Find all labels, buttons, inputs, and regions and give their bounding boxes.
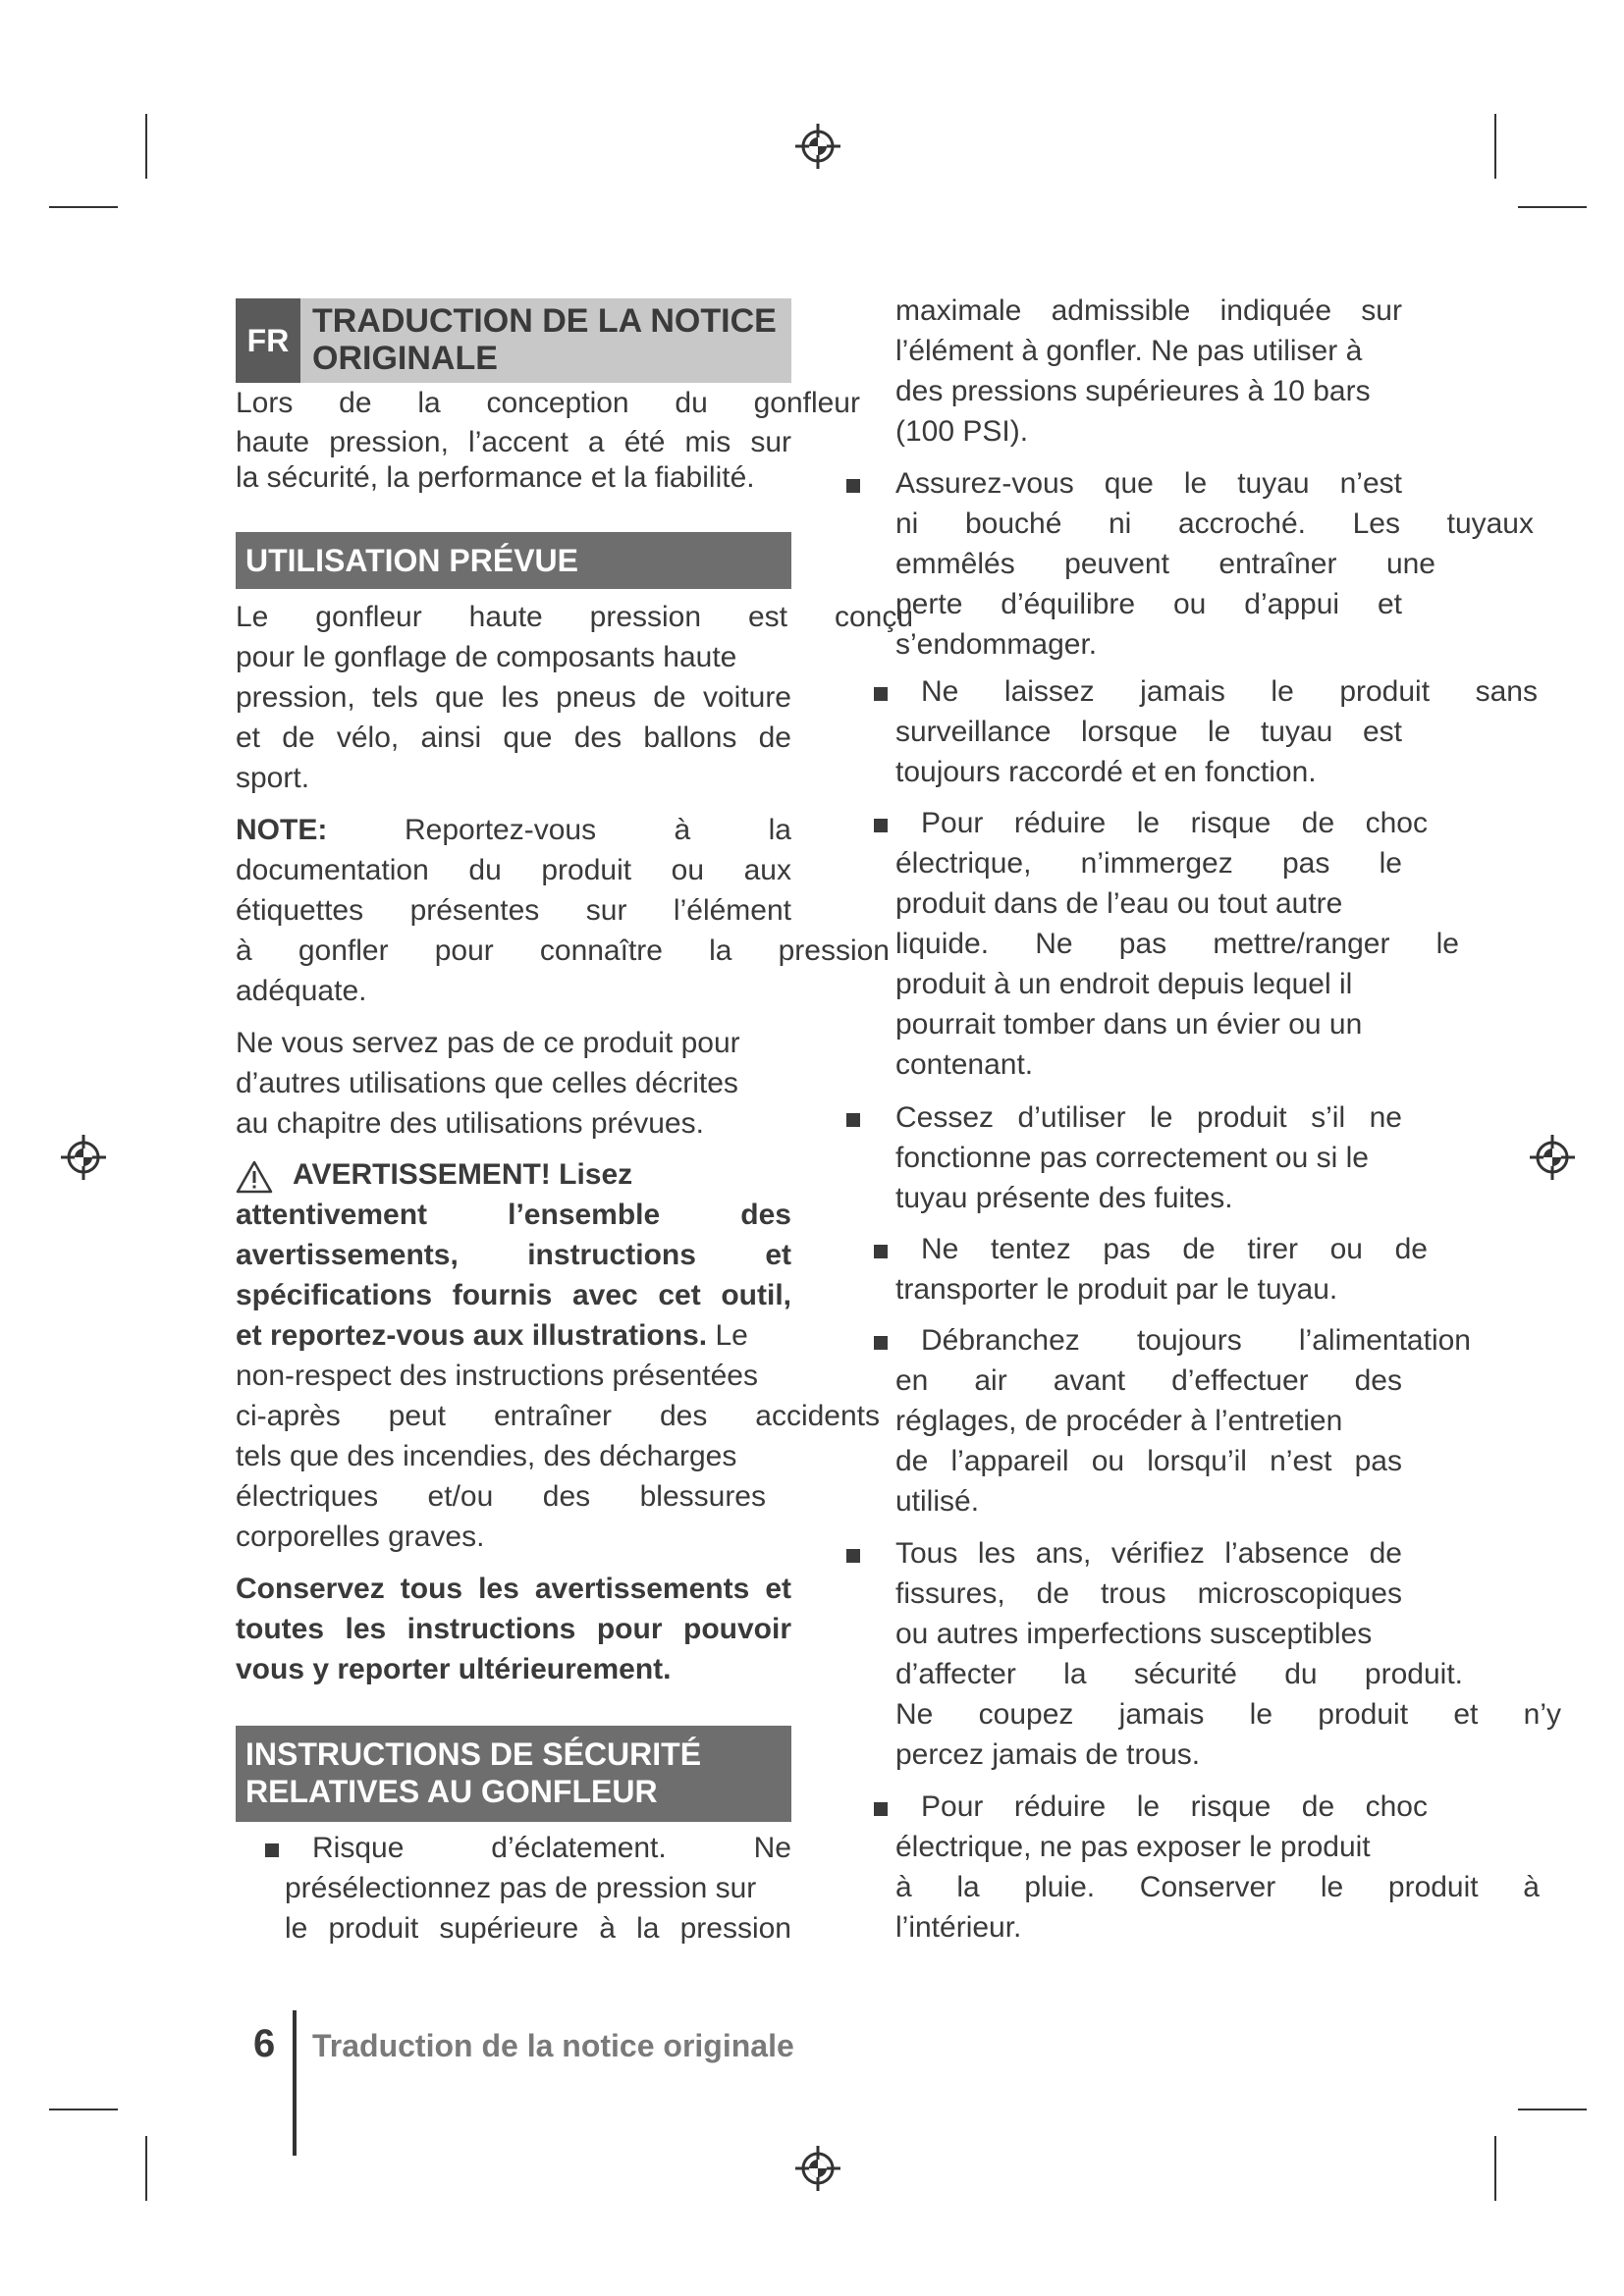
bullet-icon xyxy=(874,1336,888,1350)
bullet-line: transporter le produit par le tuyau. xyxy=(895,1273,1338,1306)
bullet-line: maximale admissible indiquée sur xyxy=(895,294,1402,327)
bullet-line: ou autres imperfections susceptibles xyxy=(895,1618,1373,1650)
bullet-line: liquide. Ne pas mettre/ranger le xyxy=(895,928,1459,960)
note-label: NOTE: xyxy=(236,814,328,846)
bullet-icon xyxy=(874,1245,888,1258)
bullet-line: Ne laissez jamais le produit sans xyxy=(921,675,1538,708)
bullet-line: Débranchez toujours l’alimentation xyxy=(921,1324,1471,1357)
paragraph-line: sport. xyxy=(236,762,310,794)
registration-mark-icon xyxy=(59,1133,108,1182)
bullet-line: s’endommager. xyxy=(895,628,1098,661)
warning-line: électriques et/ou des blessures xyxy=(236,1480,766,1513)
section-heading: INSTRUCTIONS DE SÉCURITÉ RELATIVES AU GONFLEUR xyxy=(236,1726,791,1822)
note-line: étiquettes présentes sur l’élément xyxy=(236,894,791,927)
bullet-line: Pour réduire le risque de choc xyxy=(921,1790,1428,1823)
bullet-line: toujours raccordé et en fonction. xyxy=(895,756,1317,788)
note-line: Reportez-vous à la xyxy=(405,814,791,846)
bullet-line: pourrait tomber dans un évier ou un xyxy=(895,1008,1363,1041)
crop-mark xyxy=(1518,206,1587,208)
bullet-line: fissures, de trous microscopiques xyxy=(895,1577,1402,1610)
bullet-icon xyxy=(874,1802,888,1816)
bullet-line: électrique, ne pas exposer le produit xyxy=(895,1831,1371,1863)
paragraph-line: au chapitre des utilisations prévues. xyxy=(236,1107,704,1140)
keep-line: Conservez tous les avertissements et xyxy=(236,1573,791,1605)
intro-line: la sécurité, la performance et la fiabilité. xyxy=(236,461,755,494)
intro-line: haute pression, l’accent a été mis sur xyxy=(236,426,791,458)
bullet-line: à la pluie. Conserver le produit à xyxy=(895,1871,1540,1903)
bullet-line: contenant. xyxy=(895,1048,1034,1081)
crop-mark xyxy=(49,2109,118,2110)
bullet-line: de l’appareil ou lorsqu’il n’est pas xyxy=(895,1445,1402,1477)
bullet-line: Cessez d’utiliser le produit s’il ne xyxy=(895,1101,1402,1134)
bullet-line: l’élément à gonfler. Ne pas utiliser à xyxy=(895,335,1363,367)
bullet-line: tuyau présente des fuites. xyxy=(895,1182,1233,1214)
page-number: 6 xyxy=(253,2022,276,2065)
page-title-line: ORIGINALE xyxy=(312,340,498,377)
bullet-line: Risque d’éclatement. Ne xyxy=(312,1832,791,1864)
warning-line: corporelles graves. xyxy=(236,1521,485,1553)
bullet-line: utilisé. xyxy=(895,1485,980,1518)
paragraph-line: Le gonfleur haute pression est conçu xyxy=(236,601,913,633)
paragraph-line: Ne vous servez pas de ce produit pour xyxy=(236,1027,740,1059)
crop-mark xyxy=(1494,114,1496,179)
language-badge: FR xyxy=(236,298,300,383)
bullet-line: perte d’équilibre ou d’appui et xyxy=(895,588,1402,620)
bullet-line: percez jamais de trous. xyxy=(895,1738,1201,1771)
registration-mark-icon xyxy=(1528,1133,1577,1182)
bullet-line: l’intérieur. xyxy=(895,1911,1022,1944)
bullet-icon xyxy=(846,1113,860,1127)
warning-line: et reportez-vous aux illustrations. Le xyxy=(236,1319,748,1352)
bullet-icon xyxy=(846,1549,860,1563)
crop-mark xyxy=(145,2136,147,2201)
bullet-line: d’affecter la sécurité du produit. xyxy=(895,1658,1463,1690)
page-title xyxy=(300,298,791,383)
warning-line: tels que des incendies, des décharges xyxy=(236,1440,737,1472)
bullet-line: produit à un endroit depuis lequel il xyxy=(895,968,1353,1000)
warning-triangle-icon xyxy=(236,1160,273,1194)
crop-mark xyxy=(1494,2136,1496,2201)
footer-title: Traduction de la notice originale xyxy=(312,2028,794,2063)
paragraph-line: et de vélo, ainsi que des ballons de xyxy=(236,721,791,754)
bullet-line: produit dans de l’eau ou tout autre xyxy=(895,887,1343,920)
bullet-line: réglages, de procéder à l’entretien xyxy=(895,1405,1343,1437)
warning-line: attentivement l’ensemble des xyxy=(236,1199,791,1231)
bullet-line: Ne coupez jamais le produit et n’y xyxy=(895,1698,1561,1731)
bullet-line: fonctionne pas correctement ou si le xyxy=(895,1142,1369,1174)
paragraph-line: pression, tels que les pneus de voiture xyxy=(236,681,791,714)
registration-mark-icon xyxy=(793,122,842,171)
warning-line: non-respect des instructions présentées xyxy=(236,1360,758,1392)
bullet-line: Tous les ans, vérifiez l’absence de xyxy=(895,1537,1402,1570)
note-line: à gonfler pour connaître la pression xyxy=(236,934,890,967)
warning-line: avertissements, instructions et xyxy=(236,1239,791,1271)
footer-divider xyxy=(293,2010,297,2156)
note-line: adéquate. xyxy=(236,975,367,1007)
bullet-icon xyxy=(874,687,888,701)
intro-line: Lors de la conception du gonfleur xyxy=(236,387,860,419)
keep-line: vous y reporter ultérieurement. xyxy=(236,1653,672,1685)
bullet-line: Pour réduire le risque de choc xyxy=(921,807,1428,839)
note-line: documentation du produit ou aux xyxy=(236,854,791,886)
paragraph-line: d’autres utilisations que celles décrites xyxy=(236,1067,738,1099)
bullet-line: surveillance lorsque le tuyau est xyxy=(895,716,1402,748)
bullet-line: Ne tentez pas de tirer ou de xyxy=(921,1233,1428,1265)
paragraph-line: pour le gonflage de composants haute xyxy=(236,641,737,673)
bullet-line: (100 PSI). xyxy=(895,415,1029,448)
warning-line: spécifications fournis avec cet outil, xyxy=(236,1279,791,1311)
bullet-line: ni bouché ni accroché. Les tuyaux xyxy=(895,507,1534,540)
crop-mark xyxy=(145,114,147,179)
section-heading: UTILISATION PRÉVUE xyxy=(236,532,791,589)
bullet-line: Assurez-vous que le tuyau n’est xyxy=(895,467,1402,500)
bullet-icon xyxy=(874,819,888,832)
keep-line: toutes les instructions pour pouvoir xyxy=(236,1613,791,1645)
page-title-line: TRADUCTION DE LA NOTICE xyxy=(312,302,777,340)
crop-mark xyxy=(1518,2109,1587,2110)
bullet-icon xyxy=(846,479,860,493)
bullet-line: emmêlés peuvent entraîner une xyxy=(895,548,1435,580)
warning-line: ci-après peut entraîner des accidents xyxy=(236,1400,880,1432)
bullet-line: en air avant d’effectuer des xyxy=(895,1364,1402,1397)
crop-mark xyxy=(49,206,118,208)
bullet-line: présélectionnez pas de pression sur xyxy=(285,1872,757,1904)
bullet-line: des pressions supérieures à 10 bars xyxy=(895,375,1371,407)
bullet-line: électrique, n’immergez pas le xyxy=(895,847,1402,880)
warning-line: AVERTISSEMENT! Lisez xyxy=(293,1158,633,1191)
registration-mark-icon xyxy=(793,2144,842,2193)
bullet-line: le produit supérieure à la pression xyxy=(285,1912,791,1945)
bullet-icon xyxy=(265,1843,279,1857)
